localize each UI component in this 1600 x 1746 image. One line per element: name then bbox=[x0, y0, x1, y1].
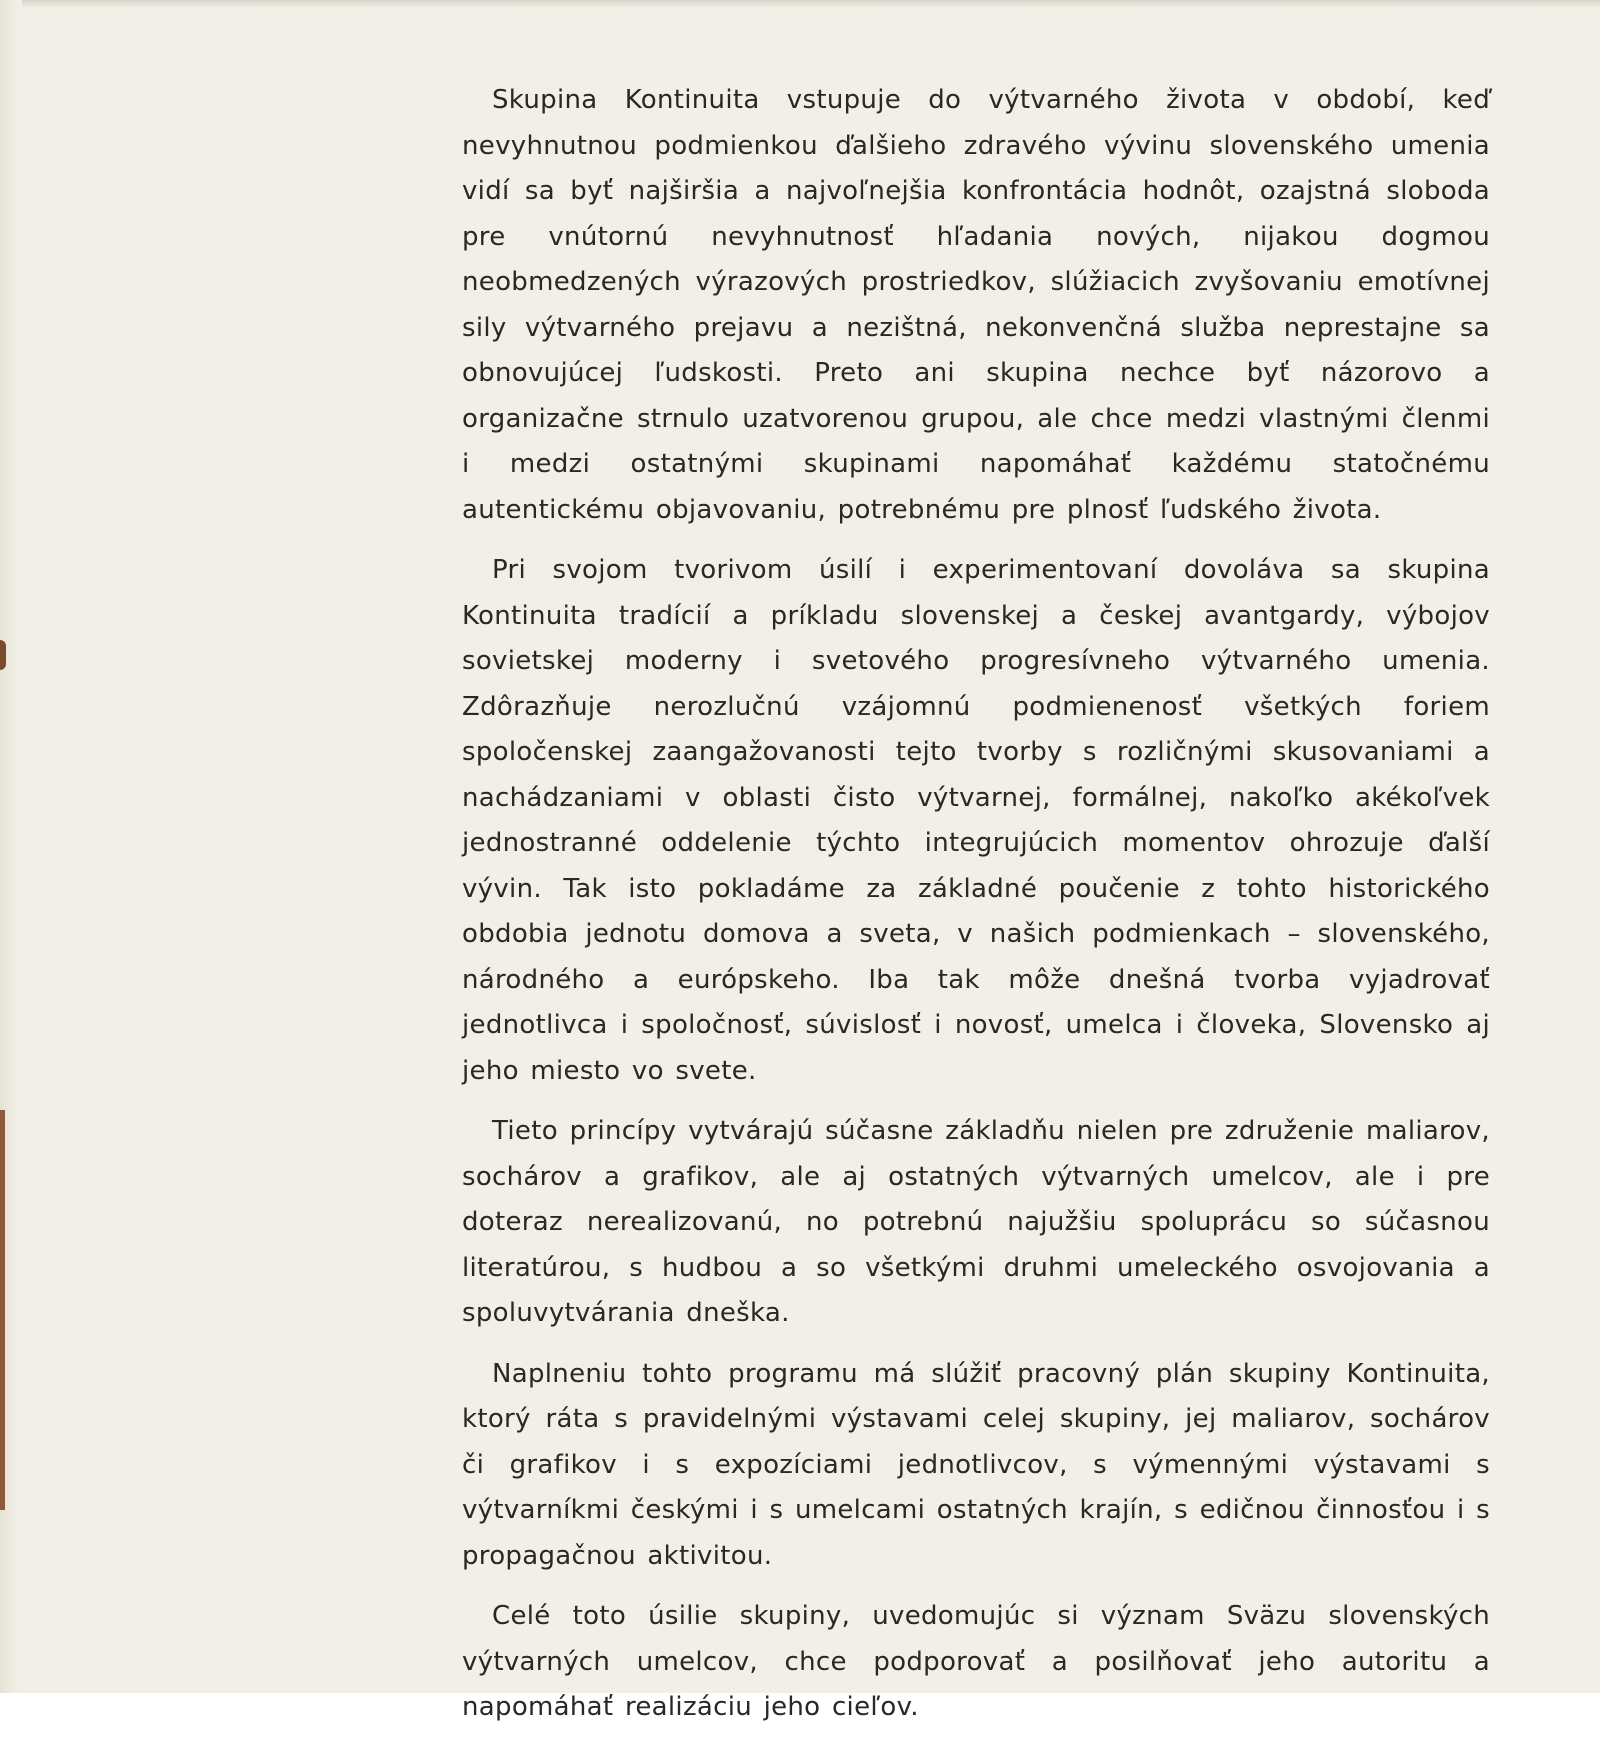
page-edge-mark bbox=[0, 640, 6, 670]
paragraph-5: Celé toto úsilie skupiny, uvedomujúc si význam Sväzu slovenských výtvarných umelcov, chce podporovať a posilňovať jeho autoritu a napomáhať realizáciu jeho cieľov. bbox=[462, 1601, 1490, 1722]
paragraph-3: Tieto princípy vytvárajú súčasne základňu nielen pre združenie maliarov, sochárov a grafikov, ale aj ostatných výtvarných umelcov, ale i pre doteraz nerealizovanú, no potrebnú najužšiu spoluprácu so súčasnou literatúrou, s hudbou a so všetkými druhmi umeleckého osvojovania a spoluvytvárania dneška. bbox=[462, 1116, 1490, 1328]
paragraph-1: Skupina Kontinuita vstupuje do výtvarného života v období, keď nevyhnutnou podmienkou ďalšieho zdravého vývinu slovenského umenia vidí sa byť najširšia a najvoľnejšia konfrontácia hodnôt, ozajstná sloboda pre vnútornú nevyhnutnosť hľadania nových, nijakou dogmou neobmedzených výrazových prostriedkov, slúžiacich zvyšovaniu emotívnej sily výtvarného prejavu a nezištná, nekonvenčná služba neprestajne sa obnovujúcej ľudskosti. Preto ani skupina nechce byť názorovo a organizačne strnulo uzatvorenou grupou, ale chce medzi vlastnými členmi i medzi ostatnými skupinami napomáhať každému statočnému autentickému objavovaniu, potrebnému pre plnosť ľudského života. bbox=[462, 85, 1490, 525]
page-top-shadow bbox=[0, 0, 1600, 8]
paragraph-4: Naplneniu tohto programu má slúžiť pracovný plán skupiny Kontinuita, ktorý ráta s pravidelnými výstavami celej skupiny, jej maliarov, sochárov či grafikov i s expozíciami jednotlivcov, s výmennými výstavami s výtvarníkmi českými i s umelcami ostatných krajín, s edičnou činnosťou i s propagačnou aktivitou. bbox=[462, 1358, 1490, 1571]
paragraph-2: Pri svojom tvorivom úsilí i experimentovaní dovoláva sa skupina Kontinuita tradícií a príkladu slovenskej a českej avantgardy, výbojov sovietskej moderny i svetového progresívneho výtvarného umenia. Zdôrazňuje nerozlučnú vzájomnú podmienenosť všetkých foriem spoločenskej zaangažovanosti tejto tvorby s rozličnými skusovaniami a nachádzaniami v oblasti čisto výtvarnej, formálnej, nakoľko akékoľvek jednostranné oddelenie týchto integrujúcich momentov ohrozuje ďalší vývin. Tak isto pokladáme za základné poučenie z tohto historického obdobia jednotu domova a sveta, v našich podmienkach – slovenského, národného a európskeho. Iba tak môže dnešná tvorba vyjadrovať jednotlivca i spoločnosť, súvislosť i novosť, umelca i človeka, Slovensko aj jeho miesto vo svete. bbox=[462, 555, 1490, 1086]
page-edge-strip bbox=[0, 1110, 5, 1510]
body-text bbox=[462, 78, 1490, 1746]
